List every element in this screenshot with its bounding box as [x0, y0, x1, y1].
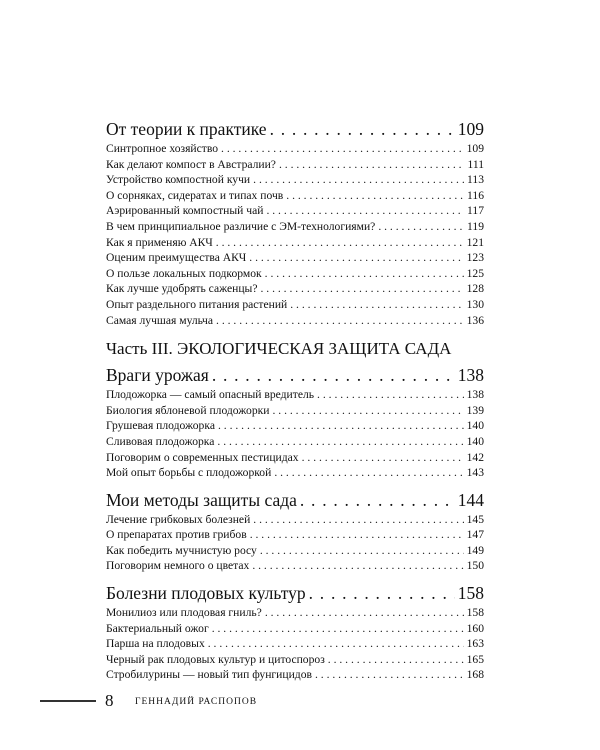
leader-dots [290, 297, 463, 313]
toc-item-title: В чем принципиальное различие с ЭМ-технологиями? [106, 219, 376, 233]
leader-dots [217, 434, 463, 450]
leader-dots [221, 141, 464, 157]
leader-dots [260, 281, 463, 297]
leader-dots [266, 203, 464, 219]
toc-section-page: 138 [457, 365, 484, 386]
toc-item-title: Бактериальный ожог [106, 621, 209, 635]
leader-dots [208, 636, 464, 652]
toc-item-page: 168 [466, 668, 484, 682]
toc-item[interactable] [106, 235, 484, 251]
toc-item-page: 113 [467, 173, 484, 187]
toc-item-page: 136 [466, 313, 484, 327]
toc-item[interactable] [106, 203, 484, 219]
toc-item[interactable] [106, 281, 484, 297]
toc-item-title: Как делают компост в Австралии? [106, 157, 276, 171]
toc-item[interactable] [106, 667, 484, 683]
toc-item-title: Стробилурины — новый тип фунгицидов [106, 668, 312, 682]
toc-item-title: Как лучше удобрять саженцы? [106, 282, 258, 296]
toc-item-page: 147 [466, 528, 484, 542]
leader-dots [270, 118, 455, 141]
toc-item-page: 143 [466, 466, 484, 480]
toc-item-title: Поговорим о современных пестицидах [106, 450, 299, 464]
toc-item-page: 163 [466, 637, 484, 651]
leader-dots [279, 157, 465, 173]
leader-dots [249, 250, 463, 266]
leader-dots [317, 387, 464, 403]
toc-section[interactable] [106, 582, 484, 605]
toc-section-title: Мои методы защиты сада [106, 489, 297, 510]
toc-item-page: 145 [466, 512, 484, 526]
toc-item[interactable] [106, 450, 484, 466]
leader-dots [309, 582, 455, 605]
leader-dots [272, 403, 463, 419]
toc-item[interactable] [106, 434, 484, 450]
toc-item-page: 116 [467, 188, 484, 202]
toc-section[interactable] [106, 489, 484, 512]
toc-item-page: 109 [466, 142, 484, 155]
toc-item[interactable] [106, 621, 484, 637]
toc-item-page: 111 [467, 157, 484, 171]
page-number: 8 [105, 691, 114, 710]
toc-item-page: 140 [466, 434, 484, 448]
table-of-contents [106, 118, 484, 683]
leader-dots [216, 235, 464, 251]
toc-item[interactable] [106, 465, 484, 481]
toc-item-page: 119 [467, 219, 484, 233]
toc-item-title: Биология яблоневой плодожорки [106, 403, 270, 417]
toc-item-title: Черный рак плодовых культур и цитоспороз [106, 652, 325, 666]
toc-item-title: Грушевая плодожорка [106, 419, 215, 433]
toc-item-page: 123 [466, 251, 484, 265]
toc-item[interactable] [106, 297, 484, 313]
toc-item-page: 117 [467, 204, 484, 218]
section-gap [106, 574, 484, 582]
toc-item[interactable] [106, 636, 484, 652]
leader-dots [265, 605, 464, 621]
toc-item[interactable] [106, 219, 484, 235]
toc-section-page: 144 [457, 489, 484, 510]
toc-item[interactable] [106, 157, 484, 173]
toc-item[interactable] [106, 527, 484, 543]
leader-dots [286, 188, 464, 204]
toc-item-title: Плодожорка — самый опасный вредитель [106, 388, 315, 402]
leader-dots [300, 489, 455, 512]
toc-item[interactable] [106, 141, 484, 157]
toc-item-title: Опыт раздельного питания растений [106, 297, 288, 311]
toc-item-page: 165 [466, 652, 484, 666]
toc-item[interactable] [106, 543, 484, 559]
toc-item[interactable] [106, 387, 484, 403]
toc-item[interactable] [106, 558, 484, 574]
toc-item-title: Сливовая плодожорка [106, 434, 215, 448]
leader-dots [253, 512, 463, 528]
toc-item-title: Самая лучшая мульча [106, 313, 214, 327]
leader-dots [315, 667, 464, 683]
toc-item[interactable] [106, 313, 484, 329]
toc-item-title: Устройство компостной кучи [106, 173, 251, 187]
leader-dots [212, 621, 464, 637]
leader-dots [253, 172, 464, 188]
toc-item[interactable] [106, 250, 484, 266]
toc-section-title: Враги урожая [106, 365, 209, 386]
leader-dots [302, 450, 464, 466]
toc-item-title: Поговорим немного о цветах [106, 559, 250, 573]
leader-dots [328, 652, 464, 668]
toc-item-page: 125 [466, 266, 484, 280]
toc-item-title: Аэрированный компостный чай [106, 204, 264, 218]
toc-item-page: 142 [466, 450, 484, 464]
toc-item-title: Как я применяю АКЧ [106, 235, 213, 249]
leader-dots [265, 266, 464, 282]
toc-item[interactable] [106, 652, 484, 668]
toc-section-title: От теории к практике [106, 119, 267, 139]
toc-item-title: Мой опыт борьбы с плодожоркой [106, 466, 272, 480]
toc-item-page: 160 [466, 621, 484, 635]
leader-dots [274, 465, 463, 481]
footer-rule [40, 700, 96, 702]
toc-item-title: Монилиоз или плодовая гниль? [106, 606, 262, 620]
toc-item-title: О препаратах против грибов [106, 528, 247, 542]
toc-item-title: Оценим преимущества АКЧ [106, 251, 247, 265]
toc-item[interactable] [106, 188, 484, 204]
toc-item-page: 128 [466, 282, 484, 296]
running-author: ГЕННАДИЙ РАСПОПОВ [135, 697, 258, 707]
toc-item-page: 158 [466, 606, 484, 620]
toc-item-page: 138 [466, 388, 484, 402]
toc-item-page: 139 [466, 403, 484, 417]
toc-item-page: 150 [466, 559, 484, 573]
leader-dots [216, 313, 464, 329]
toc-item-page: 149 [466, 543, 484, 557]
toc-item-page: 130 [466, 297, 484, 311]
toc-item-page: 121 [466, 235, 484, 249]
toc-item[interactable] [106, 418, 484, 434]
toc-section-page: 158 [457, 583, 484, 604]
part-title[interactable]: Часть III. ЭКОЛОГИЧЕСКАЯ ЗАЩИТА САДА [106, 339, 452, 359]
page-footer [0, 690, 600, 712]
toc-item[interactable] [106, 403, 484, 419]
toc-item-page: 140 [466, 419, 484, 433]
toc-item[interactable] [106, 172, 484, 188]
toc-item[interactable] [106, 605, 484, 621]
leader-dots [218, 418, 464, 434]
toc-item[interactable] [106, 512, 484, 528]
toc-item-title: Парша на плодовых [106, 637, 205, 651]
toc-item[interactable] [106, 266, 484, 282]
leader-dots [252, 558, 463, 574]
section-gap [106, 481, 484, 489]
toc-item-title: О сорняках, сидератах и типах почв [106, 188, 284, 202]
toc-section[interactable] [106, 118, 484, 141]
leader-dots [250, 527, 464, 543]
toc-section-page: 109 [457, 119, 484, 139]
leader-dots [260, 543, 464, 559]
toc-item-title: Как победить мучнистую росу [106, 543, 257, 557]
toc-item-title: О пользе локальных подкормок [106, 266, 262, 280]
leader-dots [212, 364, 455, 387]
toc-item-title: Лечение грибковых болезней [106, 512, 251, 526]
leader-dots [378, 219, 464, 235]
toc-section[interactable] [106, 364, 484, 387]
toc-item-title: Синтропное хозяйство [106, 142, 219, 155]
toc-section-title: Болезни плодовых культур [106, 583, 306, 604]
